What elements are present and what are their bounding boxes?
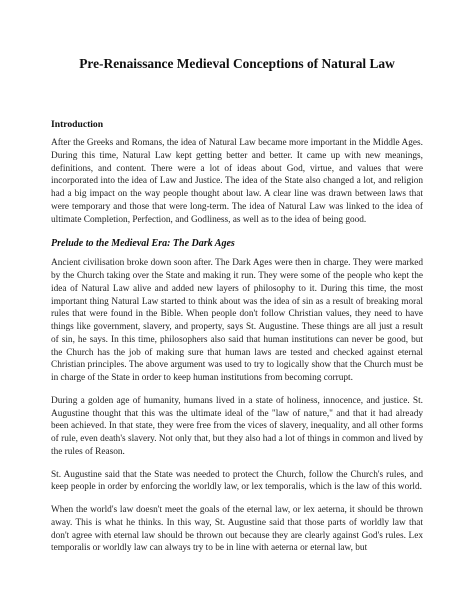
section-heading-dark-ages: Prelude to the Medieval Era: The Dark Ages	[51, 238, 235, 250]
section-dark-ages	[51, 237, 423, 555]
paragraph: Ancient civilisation broke down soon after. The Dark Ages were then in charge. They were marked by the Church taking over the State and making it run. They were some of the people who kept the idea of Natural Law alive and added new layers of philosophy to it. During this time, the most important thing Natural Law started to think about was the idea of sin as a result of breaking moral rules that were found in the Bible. When people don't follow Christian values, they need to have things like government, slavery, and property, says St. Augustine. These things are all just a result of sin, he says. In this time, philosophers also said that human institutions can never be good, but the Church has the job of making sure that human laws are tested and checked against eternal Christian principles. The above argument was used to try to logically show that the Church must be in charge of the State in order to keep human institutions from becoming corrupt.	[51, 258, 423, 383]
section-heading-introduction: Introduction	[51, 119, 104, 130]
paragraph: After the Greeks and Romans, the idea of Natural Law became more important in the Middle Ages. During this time, Natural Law kept getting better and better. It came up with new meanings, definitions, and content. There were a lot of ideas about God, virtue, and values that were incorporated into the idea of Law and Justice. The idea of the State also changed a lot, and religion had a big impact on the way people thought about law. A clear line was drawn between laws that were temporary and those that were long-term. The idea of Natural Law was linked to the idea of ultimate Completion, Perfection, and Godliness, as well as to the idea of being good.	[51, 138, 423, 225]
section-introduction	[51, 118, 423, 226]
paragraph: During a golden age of humanity, humans lived in a state of holiness, innocence, and justice. St. Augustine thought that this was the ultimate ideal of the "law of nature," and that it had already been achieved. In that state, they were free from the vices of slavery, inequality, and all other forms of rule, even death's slavery. Not only that, but they also had a lot of things in common and lived by the rules of Reason.	[51, 395, 423, 457]
document-title: Pre-Renaissance Medieval Conceptions of Natural Law	[79, 56, 395, 71]
paragraph: When the world's law doesn't meet the goals of the eternal law, or lex aeterna, it should be thrown away. This is what he thinks. In this way, St. Augustine said that those parts of worldly law that don't agree with eternal law should be thrown out because they are clearly against God's rules. Lex temporalis or worldly law can always try to be in line with aeterna or eternal law, but	[51, 505, 423, 554]
paragraph: St. Augustine said that the State was needed to protect the Church, follow the Church's rules, and keep people in order by enforcing the worldly law, or lex temporalis, which is the law of this world.	[51, 469, 423, 493]
